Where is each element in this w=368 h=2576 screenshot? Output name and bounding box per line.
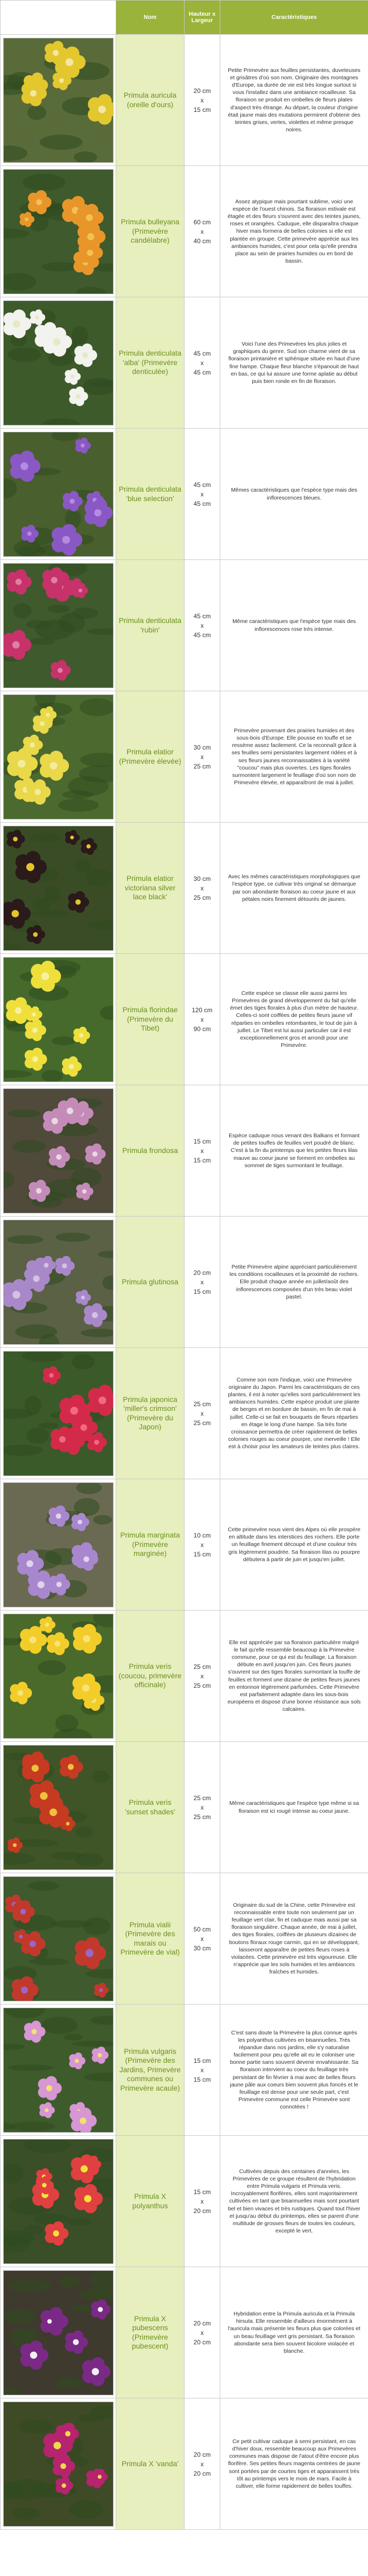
plant-name: Primula elatior victoriana silver lace black' — [116, 823, 185, 954]
size-separator: x — [200, 884, 204, 892]
table-row — [1, 1479, 368, 1611]
flower-photo — [3, 432, 114, 557]
width-value: 20 cm — [193, 2207, 211, 2215]
width-value: 45 cm — [193, 500, 211, 507]
width-value: 25 cm — [193, 1681, 211, 1689]
height-value: 20 cm — [193, 87, 211, 95]
plant-description: Cette primevère nous vient des Alpes où elle prospère en altitude dans les interstices des rochers. Elle porte un feuillage finement découpé et d'une couleur très gris légèrement poudrée. Sa floraison lilas ou pourpre débutera à partir de juin et jusqu'en juillet. — [220, 1479, 368, 1611]
plant-description: Avec les mêmes caractéristiques morphologiques que l'espèce type, ce cultivar très original se démarque par son abondante floraison au coeur jaune et aux pétales noirs finement détourés de jaunes. — [220, 823, 368, 954]
header-description: Caractéristiques — [220, 1, 368, 35]
height-value: 20 cm — [193, 1269, 211, 1276]
flower-photo-cell — [1, 1348, 116, 1479]
plant-description: Même caractéristiques que l'espèce type même si sa floraison est ici rougé intense au coeur jaune. — [220, 1742, 368, 1873]
plant-name: Primula glutinosa — [116, 1217, 185, 1348]
flower-photo-cell — [1, 35, 116, 166]
plant-size — [185, 691, 220, 823]
size-separator: x — [200, 1541, 204, 1549]
plant-size — [185, 2267, 220, 2398]
plant-size — [185, 2398, 220, 2530]
flower-photo — [3, 1614, 114, 1739]
size-separator: x — [200, 1015, 204, 1023]
width-value: 25 cm — [193, 1419, 211, 1427]
height-value: 20 cm — [193, 2319, 211, 2327]
table-row — [1, 2136, 368, 2267]
flower-photo-cell — [1, 1217, 116, 1348]
plant-description: Primevère provenant des prairies humides et des sous-bois d'Europe. Elle pousse en touffe et se ressème assez facilement. Ce la reconnaît grâce à ses feuilles semi persistantes largement ridées et à ses fleurs jaunes reconnaissables à la variété "coucou" mais plus ouvertes. Les tiges florales surmontent largement le feuillage d'où son nom de Primevère élevée, et apparaîtront de mai à juillet. — [220, 691, 368, 823]
flower-photo — [3, 694, 114, 819]
plant-name: Primula denticulata 'rubin' — [116, 560, 185, 691]
flower-photo-cell — [1, 2398, 116, 2530]
width-value: 25 cm — [193, 1813, 211, 1821]
size-separator: x — [200, 1147, 204, 1155]
width-value: 25 cm — [193, 762, 211, 770]
height-value: 30 cm — [193, 875, 211, 882]
size-separator: x — [200, 1278, 204, 1286]
width-value: 40 cm — [193, 237, 211, 245]
table-row — [1, 1348, 368, 1479]
size-separator: x — [200, 2066, 204, 2074]
plant-description: Comme son nom l'indique, voici une Primevère originaire du Japon. Parmi les caractéristiques de ces plantes, il est à noter qu'elles sont particulièrement les ambiances humides. Cette espèce produit une plante de berges et en bordure de bassin, en fin de mai à juillet. Celle-ci se fait en bouquets de fleurs réparties en étage le long d'une hampe. Sa très forte croissance permettra de créer rapidement de belles colonies rouges au coeur pourpre, une merveille ! Elle est à choisir pour les amateurs de teintes plus claires. — [220, 1348, 368, 1479]
width-value: 15 cm — [193, 1550, 211, 1558]
size-separator: x — [200, 96, 204, 104]
plant-description: Hybridation entre la Primula auricula et la Primula hirsuta. Elle ressemble d'ailleurs énormément à l'auricula mais présente les fleurs plus que colorées et un beau feuillage vert gris persistant. Sa floraison abondante sera bien souvent bicolore violacée et blanche. — [220, 2267, 368, 2398]
flower-photo — [3, 1220, 114, 1345]
height-value: 25 cm — [193, 1400, 211, 1408]
flower-photo — [3, 1088, 114, 1213]
table-row — [1, 297, 368, 429]
plant-size — [185, 35, 220, 166]
flower-photo — [3, 2139, 114, 2264]
plant-size — [185, 1479, 220, 1611]
plant-name: Primula japonica 'miller's crimson' (Primevère du Japon) — [116, 1348, 185, 1479]
size-separator: x — [200, 1803, 204, 1811]
plant-description: Originaire du sud de la Chine, cette Primevère est reconnaissable entre toute non seulement par un feuillage vert clair, fin et caduque mais aussi par sa floraison singulière. Chaque année, de mai à juillet, des tiges florales, coiffées de plusieurs dizaines de boutons floraux rouge carmin, qui en se développant, laisseront apparaître de petites fleurs roses à violacées. Cette primevère est très vigoureuse. Elle n'apprécie que les sols humides et les ambiances fraîches et humides. — [220, 1873, 368, 2004]
flower-photo — [3, 1351, 114, 1476]
plant-size — [185, 823, 220, 954]
plant-size — [185, 1742, 220, 1873]
plant-size — [185, 429, 220, 560]
plant-size — [185, 1873, 220, 2004]
flower-photo — [3, 826, 114, 951]
flower-photo — [3, 563, 114, 688]
height-value: 120 cm — [191, 1006, 213, 1014]
height-value: 45 cm — [193, 349, 211, 357]
flower-photo — [3, 2402, 114, 2527]
plant-name: Primula denticulata 'blue selection' — [116, 429, 185, 560]
table-header — [1, 1, 368, 35]
size-separator: x — [200, 359, 204, 367]
table-row — [1, 1611, 368, 1742]
table-row — [1, 691, 368, 823]
plant-name: Primula veris 'sunset shades' — [116, 1742, 185, 1873]
flower-photo-cell — [1, 2267, 116, 2398]
size-separator: x — [200, 1409, 204, 1417]
width-value: 25 cm — [193, 894, 211, 901]
plant-description: C'est sans doute la Primevère la plus connue après les polyanthus cultivées en bisannuelles. Très répandue dans nos jardins, elle s'y naturalise facilement pour peu qu'elle ait eu le coloniser une bonne partie sans souvent devenir envahissante. Sa floraison intervient au coeur du feuillage très persistant de fin février à mai avec de belles fleurs jaune pâle aux coeurs bien souvent plus foncés et le feuillage est dense pour une seule part, c'est Primevère commune est celle Primevère sont connotées ! — [220, 2004, 368, 2136]
flower-photo-cell — [1, 2004, 116, 2136]
flower-photo-cell — [1, 1742, 116, 1873]
width-value: 15 cm — [193, 1156, 211, 1164]
flower-photo — [3, 957, 114, 1082]
size-separator: x — [200, 227, 204, 235]
flower-photo-cell — [1, 166, 116, 297]
flower-photo-cell — [1, 1479, 116, 1611]
flower-photo-cell — [1, 691, 116, 823]
height-value: 60 cm — [193, 218, 211, 226]
header-image-column — [1, 1, 116, 35]
height-value: 10 cm — [193, 1531, 211, 1539]
width-value: 20 cm — [193, 2338, 211, 2346]
width-value: 30 cm — [193, 1944, 211, 1952]
plant-size — [185, 2004, 220, 2136]
table-row — [1, 1085, 368, 1217]
flower-photo — [3, 1745, 114, 1870]
table-row — [1, 1742, 368, 1873]
plant-description: Même caractéristiques que l'espèce type mais des inflorescences rose très intense. — [220, 560, 368, 691]
header-size: Hauteur x Largeur — [185, 1, 220, 35]
plant-name: Primula vialii (Primevère des marais ou Primevère de vial) — [116, 1873, 185, 2004]
flower-photo-cell — [1, 954, 116, 1085]
plant-size — [185, 2136, 220, 2267]
table-row — [1, 560, 368, 691]
flower-photo-cell — [1, 1085, 116, 1217]
flower-photo-cell — [1, 297, 116, 429]
plant-size — [185, 1085, 220, 1217]
plant-name: Primula marginata (Primevère marginée) — [116, 1479, 185, 1611]
height-value: 25 cm — [193, 1794, 211, 1802]
flower-photo — [3, 169, 114, 294]
table-row — [1, 429, 368, 560]
header-name: Nom — [116, 1, 185, 35]
flower-photo — [3, 1482, 114, 1607]
plant-name: Primula bulleyana (Primevère candélabre) — [116, 166, 185, 297]
height-value: 45 cm — [193, 481, 211, 489]
plant-name: Primula elatior (Primevère élevée) — [116, 691, 185, 823]
plant-size — [185, 166, 220, 297]
flower-photo-cell — [1, 823, 116, 954]
flower-photo-cell — [1, 429, 116, 560]
plant-name: Primula veris (coucou, primevère officinale) — [116, 1611, 185, 1742]
flower-photo — [3, 300, 114, 425]
plant-description: Cultivées depuis des centaines d'années, les Primevères de ce groupe résultent de l'hybridation entre Primula vulgaris et Primula veris. Incroyablement florifères, elles sont majoritairement cultivées en tant que bisannuelles mais sont pourtant bel et bien vivaces et très rustiques. Quand tout l'hiver et jusqu'au début du printemps, elles se parent d'une multitude de grosses fleurs de toutes les couleurs, excepté le vert. — [220, 2136, 368, 2267]
plant-name: Primula vulgaris (Primevère des Jardins, Primevère communes ou Primevère acaule) — [116, 2004, 185, 2136]
width-value: 45 cm — [193, 368, 211, 376]
size-separator: x — [200, 490, 204, 498]
plant-name: Primula auricula (oreille d'ours) — [116, 35, 185, 166]
plant-description: Espèce caduque nous venant des Balkans et formant de petites touffes de feuilles vert poudré de blanc. C'est à la fin du printemps que les petites fleurs lilas mauve au coeur jaune se forment en ombelles au sommet de tiges surmontant le feuillage. — [220, 1085, 368, 1217]
flower-photo-cell — [1, 1873, 116, 2004]
plant-name: Primula X 'vanda' — [116, 2398, 185, 2530]
table-row — [1, 2267, 368, 2398]
plant-size — [185, 1217, 220, 1348]
flower-photo-cell — [1, 2136, 116, 2267]
table-row — [1, 954, 368, 1085]
height-value: 15 cm — [193, 2056, 211, 2064]
flower-photo-cell — [1, 560, 116, 691]
width-value: 90 cm — [193, 1025, 211, 1033]
plant-size — [185, 1348, 220, 1479]
width-value: 20 cm — [193, 2469, 211, 2477]
width-value: 15 cm — [193, 106, 211, 113]
plant-name: Primula florindae (Primevère du Tibet) — [116, 954, 185, 1085]
flower-photo — [3, 38, 114, 163]
plant-description: Assez atypique mais pourtant sublime, voici une espèce de l'ouest chinois. Sa floraison estivale est étagée et des fleurs s'ouvrent avec des teintes jaunes, roses et orangées. Caduque, elle disparaîtra chaque hiver mais formera de belles colonies si elle est plantée en groupe. Cette primevère apprécie aux les ambiances humides, c'est pour cela qu'elle prendra place au sein de prairies humides ou en bord de bassin. — [220, 166, 368, 297]
plant-description: Cette espèce se classe elle aussi parmi les Primevères de grand développement du fait qu'elle émet des tiges florales à plus d'un mètre de hauteur. Celles-ci sont coiffées de petites fleurs jaune vif réparties en ombelles retombantes, le tout de juin à juillet. Le Tibet est lui aussi particulier car il est exceptionnellement gros et arrondi pour une Primevère. — [220, 954, 368, 1085]
plant-description: Petite Primevère aux feuilles persistantes, duveteuses et grisâtres d'où son nom. Originaire des montagnes d'Europe, sa durée de vie est très longue surtout si vous l'installez dans une ambiance rocailleuse. Sa floraison se produit en ombelles de fleurs plates d'aspect très étrange. Au départ, la couleur d'origine était jaune mais des mutations permirent d'obtenir des teintes grises, vertes, violettes et même presque noires. — [220, 35, 368, 166]
table-row — [1, 823, 368, 954]
plant-description: Ce petit cultivar caduque à semi persistant, en cas d'hiver doux, ressemble beaucoup aux Primevères communes mais dispose de l'atout d'être encore plus florifère. Ses petites fleurs magenta centrées de jaune sont portées par de courtes tiges et apparaissent très tôt au printemps vers le mois de mars. Facile à cultiver, elle forme rapidement de belles touffes. — [220, 2398, 368, 2530]
height-value: 25 cm — [193, 1663, 211, 1670]
size-separator: x — [200, 1672, 204, 1680]
table-row — [1, 2398, 368, 2530]
flower-photo — [3, 2270, 114, 2395]
plant-name: Primula X polyanthus — [116, 2136, 185, 2267]
plant-name: Primula X pubescens (Primevère pubescent) — [116, 2267, 185, 2398]
table-row — [1, 1873, 368, 2004]
width-value: 15 cm — [193, 2075, 211, 2083]
height-value: 45 cm — [193, 612, 211, 620]
plant-size — [185, 560, 220, 691]
height-value: 20 cm — [193, 2450, 211, 2458]
height-value: 15 cm — [193, 2188, 211, 2196]
plant-description: Petite Primevère alpine appréciant particulièrement les conditions rocailleuses et la proximité de rochers. Elle produit chaque année en juillet/août des inflorescences composées d'un très beau violet pastel. — [220, 1217, 368, 1348]
table-row — [1, 166, 368, 297]
plant-name: Primula frondosa — [116, 1085, 185, 1217]
table-row — [1, 35, 368, 166]
plant-description: Mêmes caractéristiques que l'espèce type mais des inflorescences bleues. — [220, 429, 368, 560]
flower-photo — [3, 2008, 114, 2133]
plant-description: Voici l'une des Primevères les plus jolies et graphiques du genre. Sud son charme vient de sa floraison printanière et sphérique située en haut d'une fine hampe. Chaque fleur blanche s'épanouit de haut en bas, ce qui lui assure une forme aplatie au début puis bien ronde en fin de floraison. — [220, 297, 368, 429]
table-row — [1, 2004, 368, 2136]
width-value: 45 cm — [193, 631, 211, 639]
size-separator: x — [200, 1935, 204, 1943]
height-value: 30 cm — [193, 743, 211, 751]
height-value: 15 cm — [193, 1137, 211, 1145]
table-row — [1, 1217, 368, 1348]
plant-size — [185, 297, 220, 429]
flower-photo-cell — [1, 1611, 116, 1742]
plant-name: Primula denticulata 'alba' (Primevère denticulée) — [116, 297, 185, 429]
size-separator: x — [200, 2329, 204, 2336]
size-separator: x — [200, 753, 204, 761]
size-separator: x — [200, 2460, 204, 2468]
plant-size — [185, 954, 220, 1085]
plant-description: Elle est appréciée par sa floraison particulière malgré le fait qu'elle ressemble beaucoup à la Primevère commune, pour ce qui est du feuillage. La floraison débute en avril jusqu'en juin. Ces fleurs jaunes s'ouvrent sur des tiges florales surmontant la touffe de feuilles et forment une dizaine de petites fleurs jaunes en entonnoir légèrement parfumées. Cette Primevère est parfaitement adaptée dans les sous-bois européens et dispose d'une bonne résistance aux sols calcaires. — [220, 1611, 368, 1742]
size-separator: x — [200, 621, 204, 629]
flower-photo — [3, 1876, 114, 2001]
size-separator: x — [200, 2197, 204, 2205]
width-value: 15 cm — [193, 1287, 211, 1295]
plant-size — [185, 1611, 220, 1742]
height-value: 50 cm — [193, 1925, 211, 1933]
